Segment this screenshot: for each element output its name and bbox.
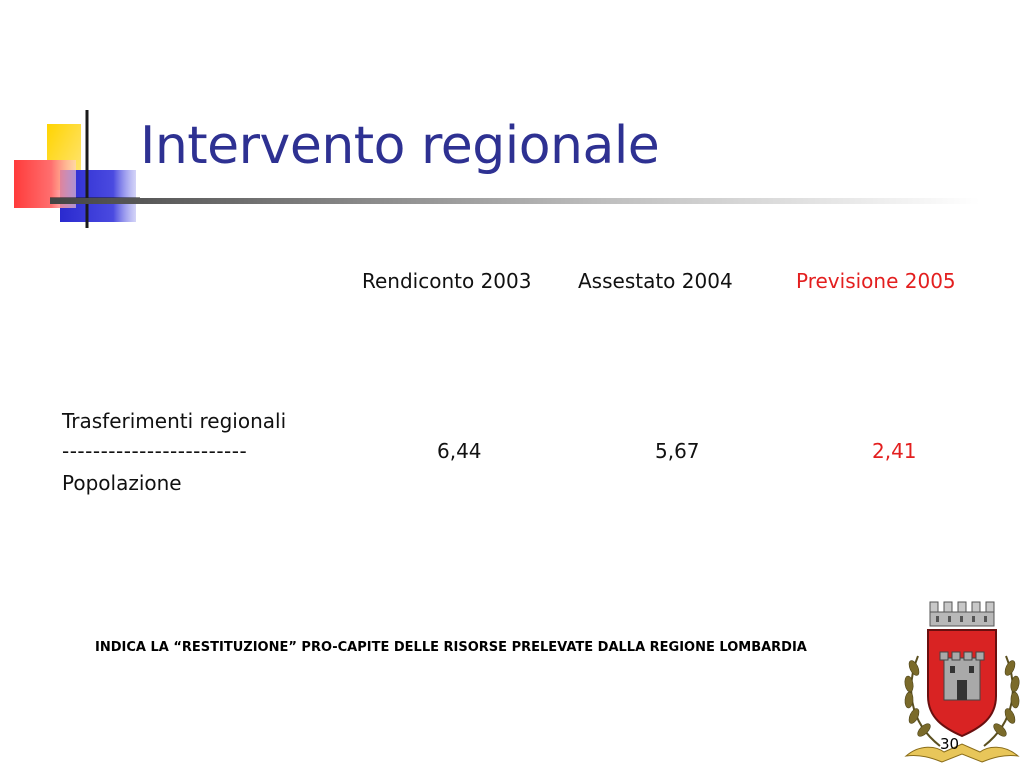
title-underline bbox=[50, 198, 980, 204]
column-header-rendiconto-2003: Rendiconto 2003 bbox=[362, 269, 532, 293]
value-rendiconto-2003: 6,44 bbox=[437, 439, 482, 463]
column-header-assestato-2004: Assestato 2004 bbox=[578, 269, 733, 293]
crest-icon bbox=[900, 596, 1024, 766]
slide-number: 30 bbox=[940, 735, 960, 753]
row-label-denominator: Popolazione bbox=[62, 471, 182, 495]
row-label-numerator: Trasferimenti regionali bbox=[62, 409, 287, 433]
value-previsione-2005: 2,41 bbox=[872, 439, 917, 463]
value-assestato-2004: 5,67 bbox=[655, 439, 700, 463]
column-header-previsione-2005: Previsione 2005 bbox=[796, 269, 956, 293]
page-title: Intervento regionale bbox=[140, 116, 660, 176]
footnote-text: INDICA LA “RESTITUZIONE” PRO-CAPITE DELLE RISORSE PRELEVATE DALLA REGIONE LOMBARDIA bbox=[95, 640, 807, 655]
title-decoration-icon bbox=[0, 100, 160, 240]
row-label-fraction-line: ------------------------ bbox=[62, 439, 248, 463]
